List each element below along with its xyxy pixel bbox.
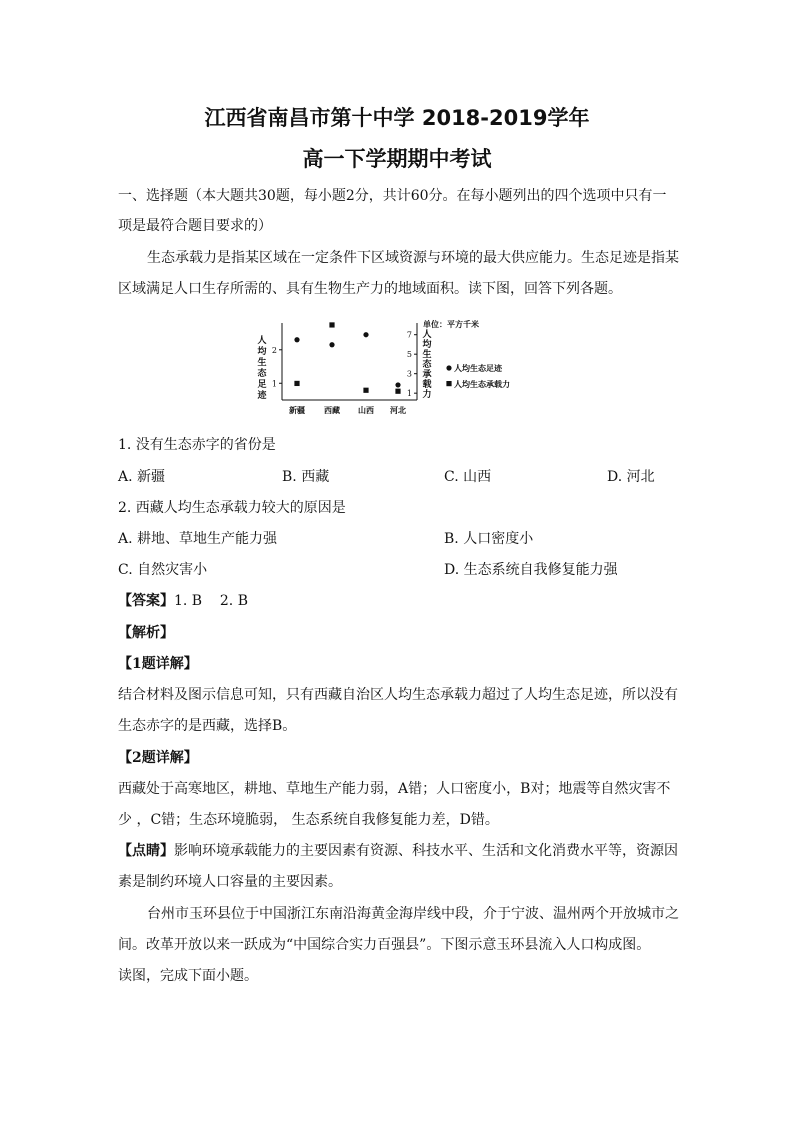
legend-square-marker <box>446 381 451 386</box>
passage2-line1: 台州市玉环县位于中国浙江东南沿海黄金海岸线中段，介于宁波、温州两个开放城市之 <box>147 906 679 922</box>
answer-text: 1. B 2. B <box>174 593 248 609</box>
right-axis-label: 生 <box>422 350 432 360</box>
detail1-line1: 结合材料及图示信息可知，只有西藏自治区人均生态承载力超过了人均生态足迹，所以没有 <box>118 687 678 703</box>
category-label: 河北 <box>390 405 406 415</box>
category-label: 西藏 <box>324 405 340 415</box>
right-axis-label: 均 <box>422 340 432 350</box>
question-2-option-b: B. 人口密度小 <box>444 531 534 547</box>
capacity-point <box>395 389 400 394</box>
question-2-option-a: A. 耕地、草地生产能力强 <box>118 531 278 547</box>
left-axis-label: 足 <box>257 380 267 390</box>
legend-circle-marker <box>446 365 451 370</box>
passage1-line2: 区域满足人口生存所需的、具有生物生产力的地域面积。读下图，回答下列各题。 <box>118 281 622 297</box>
passage1-line1: 生态承载力是指某区域在一定条件下区域资源与环境的最大供应能力。生态足迹是指某 <box>147 250 679 266</box>
left-axis-label: 人 <box>257 336 267 346</box>
capacity-point <box>363 388 368 393</box>
right-tick-label: 5 <box>406 350 412 360</box>
answer-label: 【答案】 <box>118 593 174 609</box>
left-axis-label: 迹 <box>257 391 267 401</box>
tip-text: 影响环境承载能力的主要因素有资源、科技水平、生活和文化消费水平等，资源因 <box>174 843 678 859</box>
right-tick-label: 1 <box>406 389 412 399</box>
answer-line <box>118 592 248 610</box>
right-axis-label: 载 <box>422 380 432 390</box>
capacity-point <box>294 381 299 386</box>
right-axis-label: 力 <box>422 390 432 400</box>
page-subtitle: 高一下学期期中考试 <box>302 147 492 171</box>
section-heading-line1: 一、选择题（本大题共30题，每小题2分，共计60分。在每小题列出的四个选项中只有一 <box>118 188 667 204</box>
detail2-line1: 西藏处于高寒地区，耕地、草地生产能力弱，A错；人口密度小，B对；地震等自然灾害不 <box>118 781 671 797</box>
detail2-line2: 少 ，C错；生态环境脆弱， 生态系统自我修复能力差，D错。 <box>118 812 499 828</box>
footprint-point <box>363 332 368 337</box>
ecology-chart <box>255 315 555 420</box>
tip-label: 【点睛】 <box>118 843 174 859</box>
left-axis-label: 态 <box>257 369 267 379</box>
passage2-line3: 读图，完成下面小题。 <box>118 968 258 984</box>
footprint-point <box>395 382 400 387</box>
right-axis-label: 人 <box>422 330 432 340</box>
right-tick-label: 7 <box>406 330 412 340</box>
question-1-stem: 1. 没有生态赤字的省份是 <box>118 437 276 453</box>
tip-line1 <box>118 842 678 860</box>
category-label: 山西 <box>358 405 374 415</box>
right-axis-label: 态 <box>422 360 432 370</box>
legend-footprint-label: 人均生态足迹 <box>454 363 502 373</box>
question-2-option-c: C. 自然灾害小 <box>118 562 208 578</box>
question-1-option-a: A. 新疆 <box>118 469 166 485</box>
left-axis-label: 生 <box>257 358 267 368</box>
question-1-option-d: D. 河北 <box>607 469 655 485</box>
left-axis-label: 均 <box>257 347 267 357</box>
section-heading-line2: 项是最符合题目要求的） <box>118 218 272 234</box>
detail2-label: 【2题详解】 <box>118 750 198 766</box>
footprint-point <box>329 342 334 347</box>
left-tick-label: 1 <box>271 379 277 389</box>
question-2-option-d: D. 生态系统自我修复能力强 <box>444 562 618 578</box>
passage2-line2: 间。改革开放以来一跃成为“中国综合实力百强县”。下图示意玉环县流入人口构成图。 <box>118 937 651 953</box>
legend-capacity-label: 人均生态承载力 <box>454 379 510 389</box>
detail1-line2: 生态赤字的是西藏，选择B。 <box>118 718 297 734</box>
page-title: 江西省南昌市第十中学 2018-2019学年 <box>204 106 590 130</box>
question-1-option-c: C. 山西 <box>444 469 492 485</box>
right-tick-label: 3 <box>406 369 412 379</box>
category-label: 新疆 <box>289 405 305 415</box>
left-tick-label: 2 <box>271 345 277 355</box>
unit-label: 单位：平方千米 <box>423 319 479 329</box>
right-axis-label: 承 <box>422 370 432 380</box>
question-1-option-b: B. 西藏 <box>282 469 330 485</box>
footprint-point <box>294 337 299 342</box>
analysis-label: 【解析】 <box>118 625 174 641</box>
question-2-stem: 2. 西藏人均生态承载力较大的原因是 <box>118 500 346 516</box>
capacity-point <box>329 322 334 327</box>
tip-line2: 素是制约环境人口容量的主要因素。 <box>118 874 342 890</box>
detail1-label: 【1题详解】 <box>118 656 198 672</box>
